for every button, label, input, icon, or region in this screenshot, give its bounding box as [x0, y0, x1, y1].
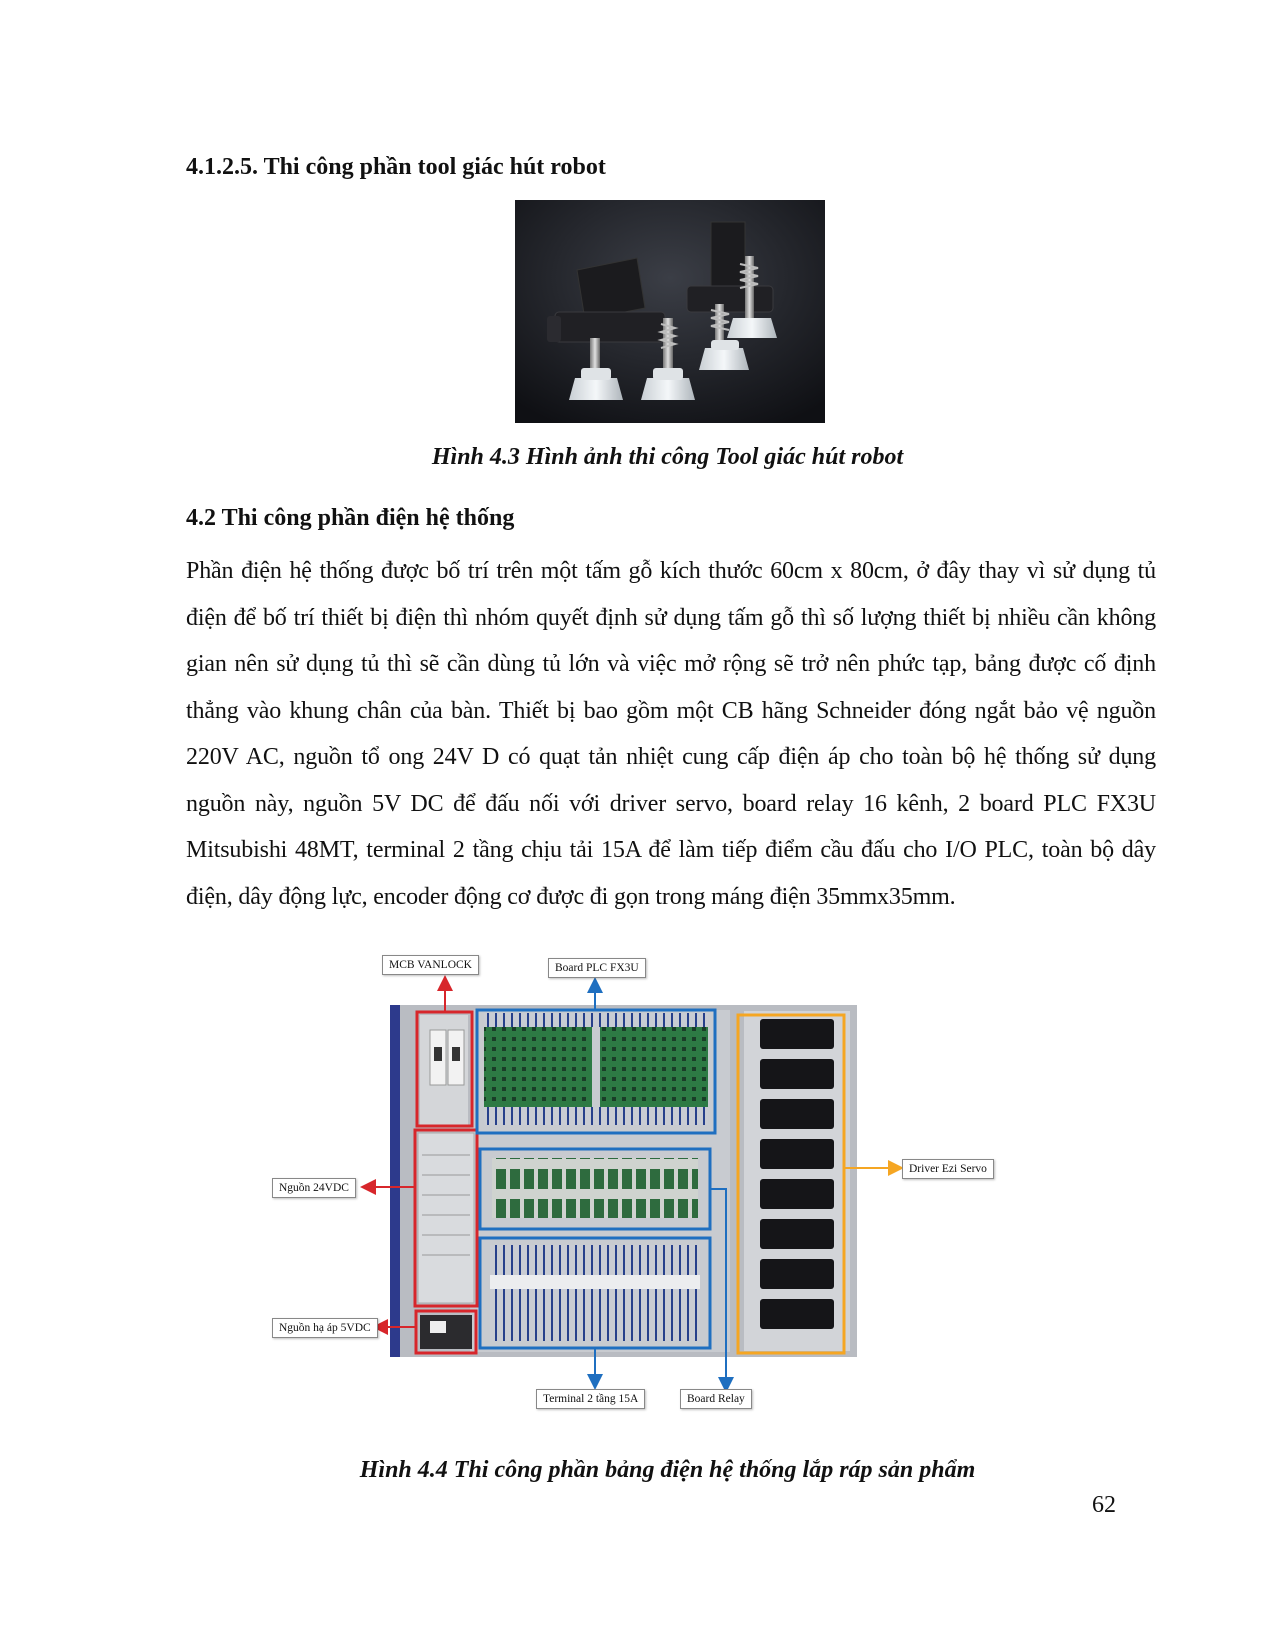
- label-terminal: Terminal 2 tầng 15A: [536, 1389, 645, 1409]
- label-board-relay: Board Relay: [680, 1389, 752, 1409]
- label-board-plc: Board PLC FX3U: [548, 958, 646, 978]
- label-mcb-vanlock: MCB VANLOCK: [382, 955, 479, 975]
- figure-4-3-caption: Hình 4.3 Hình ảnh thi công Tool giác hút robot: [431, 444, 904, 470]
- section-4-2-paragraph: Phần điện hệ thống được bố trí trên một tấm gỗ kích thước 60cm x 80cm, ở đây thay vì sử dụng tủ điện để bố trí thiết bị điện thì nhóm quyết định sử dụng tấm gỗ thì số lượng thiết bị nhiều cần không gian nên sử dụng tủ thì sẽ cần dùng tủ lớn và việc mở rộng sẽ trở nên phức tạp, bảng được cố định thẳng vào khung chân của bàn. Thiết bị bao gồm một CB hãng Schneider đóng ngắt bảo vệ nguồn 220V AC, nguồn tổ ong 24V D có quạt tản nhiệt cung cấp điện áp cho toàn bộ hệ thống sử dụng nguồn này, nguồn 5V DC để đấu nối với driver servo, board relay 16 kênh, 2 board PLC FX3U Mitsubishi 48MT, terminal 2 tầng chịu tải 15A để làm tiếp điểm cầu đấu cho I/O PLC, toàn bộ dây điện, dây động lực, encoder động cơ được đi gọn trong máng điện 35mmx35mm.: [186, 558, 1156, 910]
- section-heading-4-1-2-5: 4.1.2.5. Thi công phần tool giác hút robot: [186, 154, 606, 180]
- suction-tool-photo: [515, 200, 825, 423]
- figure-4-4-caption: Hình 4.4 Thi công phần bảng điện hệ thống lắp ráp sản phẩm: [359, 1457, 976, 1483]
- label-psu-24vdc: Nguồn 24VDC: [272, 1178, 356, 1198]
- label-driver-servo: Driver Ezi Servo: [902, 1159, 994, 1179]
- label-psu-5vdc: Nguồn hạ áp 5VDC: [272, 1318, 378, 1338]
- page-number: 62: [1092, 1492, 1116, 1518]
- section-heading-4-2: 4.2 Thi công phần điện hệ thống: [186, 505, 515, 531]
- electrical-panel-diagram: [270, 955, 1070, 1435]
